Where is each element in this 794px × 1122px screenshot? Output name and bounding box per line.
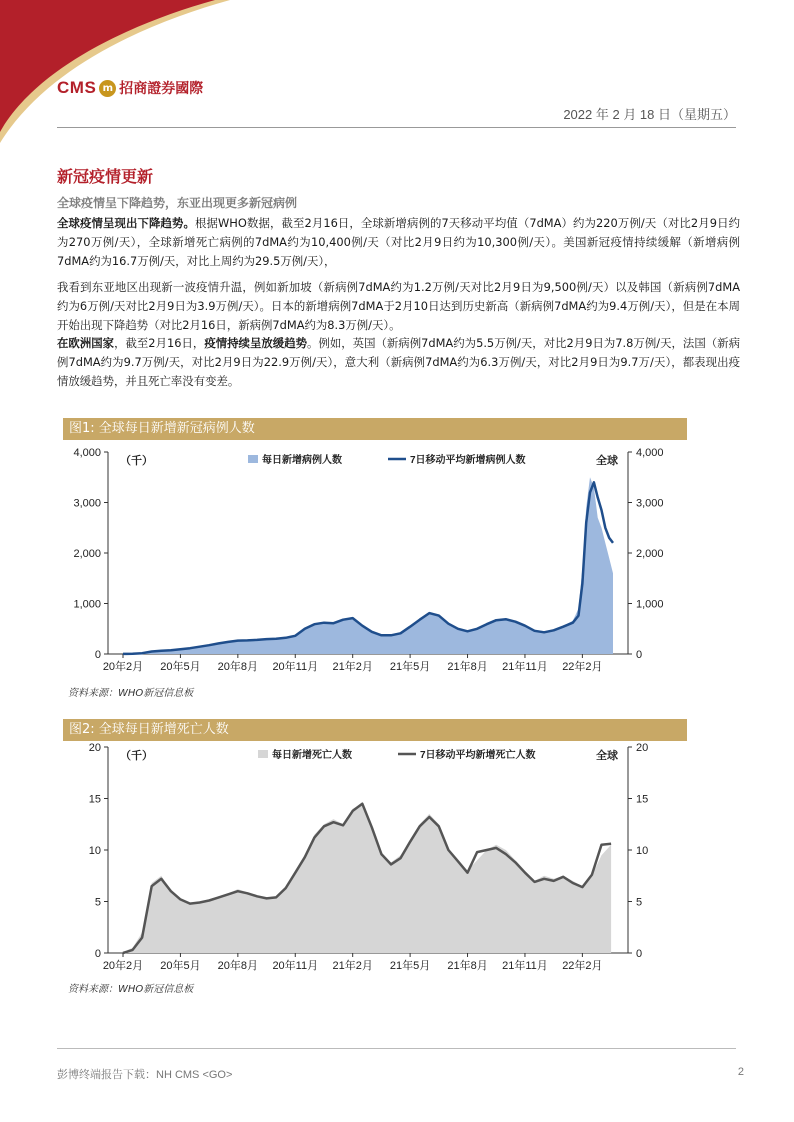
y-tick-label-right: 15 (636, 793, 649, 806)
y-tick-label-right: 0 (636, 948, 643, 960)
x-tick-label: 21年11月 (502, 661, 548, 673)
y-tick-label-right: 1,000 (636, 598, 664, 611)
y-tick-label-right: 20 (636, 742, 649, 754)
page-number: 2 (737, 1066, 744, 1078)
legend-ma-label: 7日移动平均新增病例人数 (410, 455, 526, 466)
y-tick-label-left: 10 (88, 845, 101, 857)
paragraph-global-lead: 全球疫情呈现出下降趋势。 (57, 216, 196, 230)
y-tick-label-right: 2,000 (636, 548, 664, 560)
paragraph-europe-body-2: 。例如，英国（新病例7dMA约为5.5万例/天，对比2月9日为7.8万例/天，法国（新病例7dMA约为9.7万例/天，对比2月9日为22.9万例/天），意大利（新病例7dMA约为6.3万例/天，对比2月9日为9.7万/天），都表现出疫情放缓趋势，并且死亡率没有变差。 (57, 336, 740, 388)
x-tick-label: 20年2月 (102, 661, 144, 673)
daily-area-series (123, 477, 613, 654)
x-tick-label: 20年8月 (217, 960, 259, 972)
x-tick-label: 20年5月 (160, 960, 201, 972)
x-tick-label: 21年2月 (332, 661, 373, 673)
y-tick-label-left: 5 (94, 896, 101, 909)
x-tick-label: 21年2月 (332, 960, 373, 972)
logo-company-name: 招商證券國際 (119, 81, 204, 97)
paragraph-global-body: 根据WHO数据，截至2月16日，全球新增病例的7天移动平均值（7dMA）约为220万例/天（对比2月9日约为270万例/天），全球新增死亡病例的7dMA约为10,400例/天（对比2月9日约为10,300例/天）。美国新冠疫情持续缓解（新增病例7dMA约为16.7万例/天，对比上周约为29.5万例/天）， (57, 216, 740, 268)
figure1-title: 图1: 全球每日新增新冠病例人数 (63, 418, 687, 440)
logo-cms-text: CMS (57, 78, 97, 97)
x-tick-label: 20年11月 (272, 960, 319, 972)
footer-divider (57, 1048, 736, 1049)
paragraph-europe (57, 334, 740, 391)
x-tick-label: 20年5月 (160, 661, 201, 673)
unit-label: （千） (120, 750, 153, 762)
y-tick-label-left: 20 (88, 742, 101, 754)
y-tick-label-right: 10 (636, 845, 649, 857)
region-label: 全球 (596, 750, 618, 762)
y-tick-label-left: 4,000 (73, 447, 101, 459)
legend-ma-label: 7日移动平均新增死亡人数 (420, 750, 536, 761)
figure2-source: 资料来源：WHO新冠信息板 (68, 984, 194, 995)
legend-daily-label: 每日新增病例人数 (262, 455, 342, 466)
company-logo (57, 78, 203, 98)
figure2-chart (63, 741, 687, 977)
region-label: 全球 (596, 455, 618, 467)
figure1-chart (63, 440, 687, 680)
paragraph-east-asia-body: 我看到东亚地区出现新一波疫情升温，例如新加坡（新病例7dMA约为1.2万例/天对比2月9日为9,500例/天）以及韩国（新病例7dMA约为6万例/天对比2月9日为3.9万例/天）。日本的新增病例7dMA于2月10日达到历史新高（新病例7dMA约为9.4万例/天），但是在本周开始出现下降趋势（对比2月16日，新病例7dMA约为8.3万例/天）。 (57, 280, 740, 332)
paragraph-europe-body-1: ，截至2月16日， (114, 336, 205, 350)
y-tick-label-left: 0 (94, 948, 101, 960)
paragraph-east-asia (57, 278, 740, 335)
y-tick-label-right: 5 (636, 896, 643, 909)
daily-area-series (123, 804, 611, 953)
figure1-source: 资料来源：WHO新冠信息板 (68, 688, 194, 699)
x-tick-label: 21年5月 (389, 960, 431, 972)
legend-area-swatch (248, 455, 258, 463)
x-tick-label: 21年11月 (502, 960, 548, 972)
y-tick-label-right: 4,000 (636, 447, 664, 459)
y-tick-label-right: 3,000 (636, 497, 664, 510)
x-tick-label: 20年8月 (217, 661, 259, 673)
x-tick-label: 21年5月 (389, 661, 431, 673)
unit-label: （千） (120, 455, 153, 467)
paragraph-europe-lead: 在欧洲国家 (57, 336, 115, 350)
y-tick-label-left: 2,000 (73, 548, 101, 560)
figure2-title: 图2: 全球每日新增死亡人数 (63, 719, 687, 741)
y-tick-label-right: 0 (636, 649, 643, 661)
legend-area-swatch (258, 750, 268, 758)
x-tick-label: 21年8月 (447, 960, 488, 972)
x-tick-label: 20年2月 (102, 960, 144, 972)
section-title: 新冠疫情更新 (57, 167, 154, 186)
y-tick-label-left: 0 (94, 649, 101, 661)
x-tick-label: 22年2月 (562, 661, 603, 673)
report-date: 2022 年 2 月 18 日（星期五） (563, 107, 736, 122)
paragraph-global (57, 214, 740, 271)
moving-average-line (123, 482, 613, 654)
x-tick-label: 21年8月 (447, 661, 488, 673)
x-tick-label: 22年2月 (562, 960, 603, 972)
paragraph-europe-emphasis: 疫情持续呈放缓趋势 (204, 336, 308, 350)
footer-text: 彭博终端报告下载：NH CMS <GO> (57, 1069, 233, 1081)
y-tick-label-left: 1,000 (73, 598, 101, 611)
section-subtitle: 全球疫情呈下降趋势，东亚出现更多新冠病例 (57, 196, 298, 210)
y-tick-label-left: 15 (88, 793, 101, 806)
legend-daily-label: 每日新增死亡人数 (272, 750, 352, 761)
header-divider (57, 127, 736, 128)
logo-badge-icon: m (99, 80, 116, 97)
x-tick-label: 20年11月 (272, 661, 319, 673)
y-tick-label-left: 3,000 (73, 497, 101, 510)
